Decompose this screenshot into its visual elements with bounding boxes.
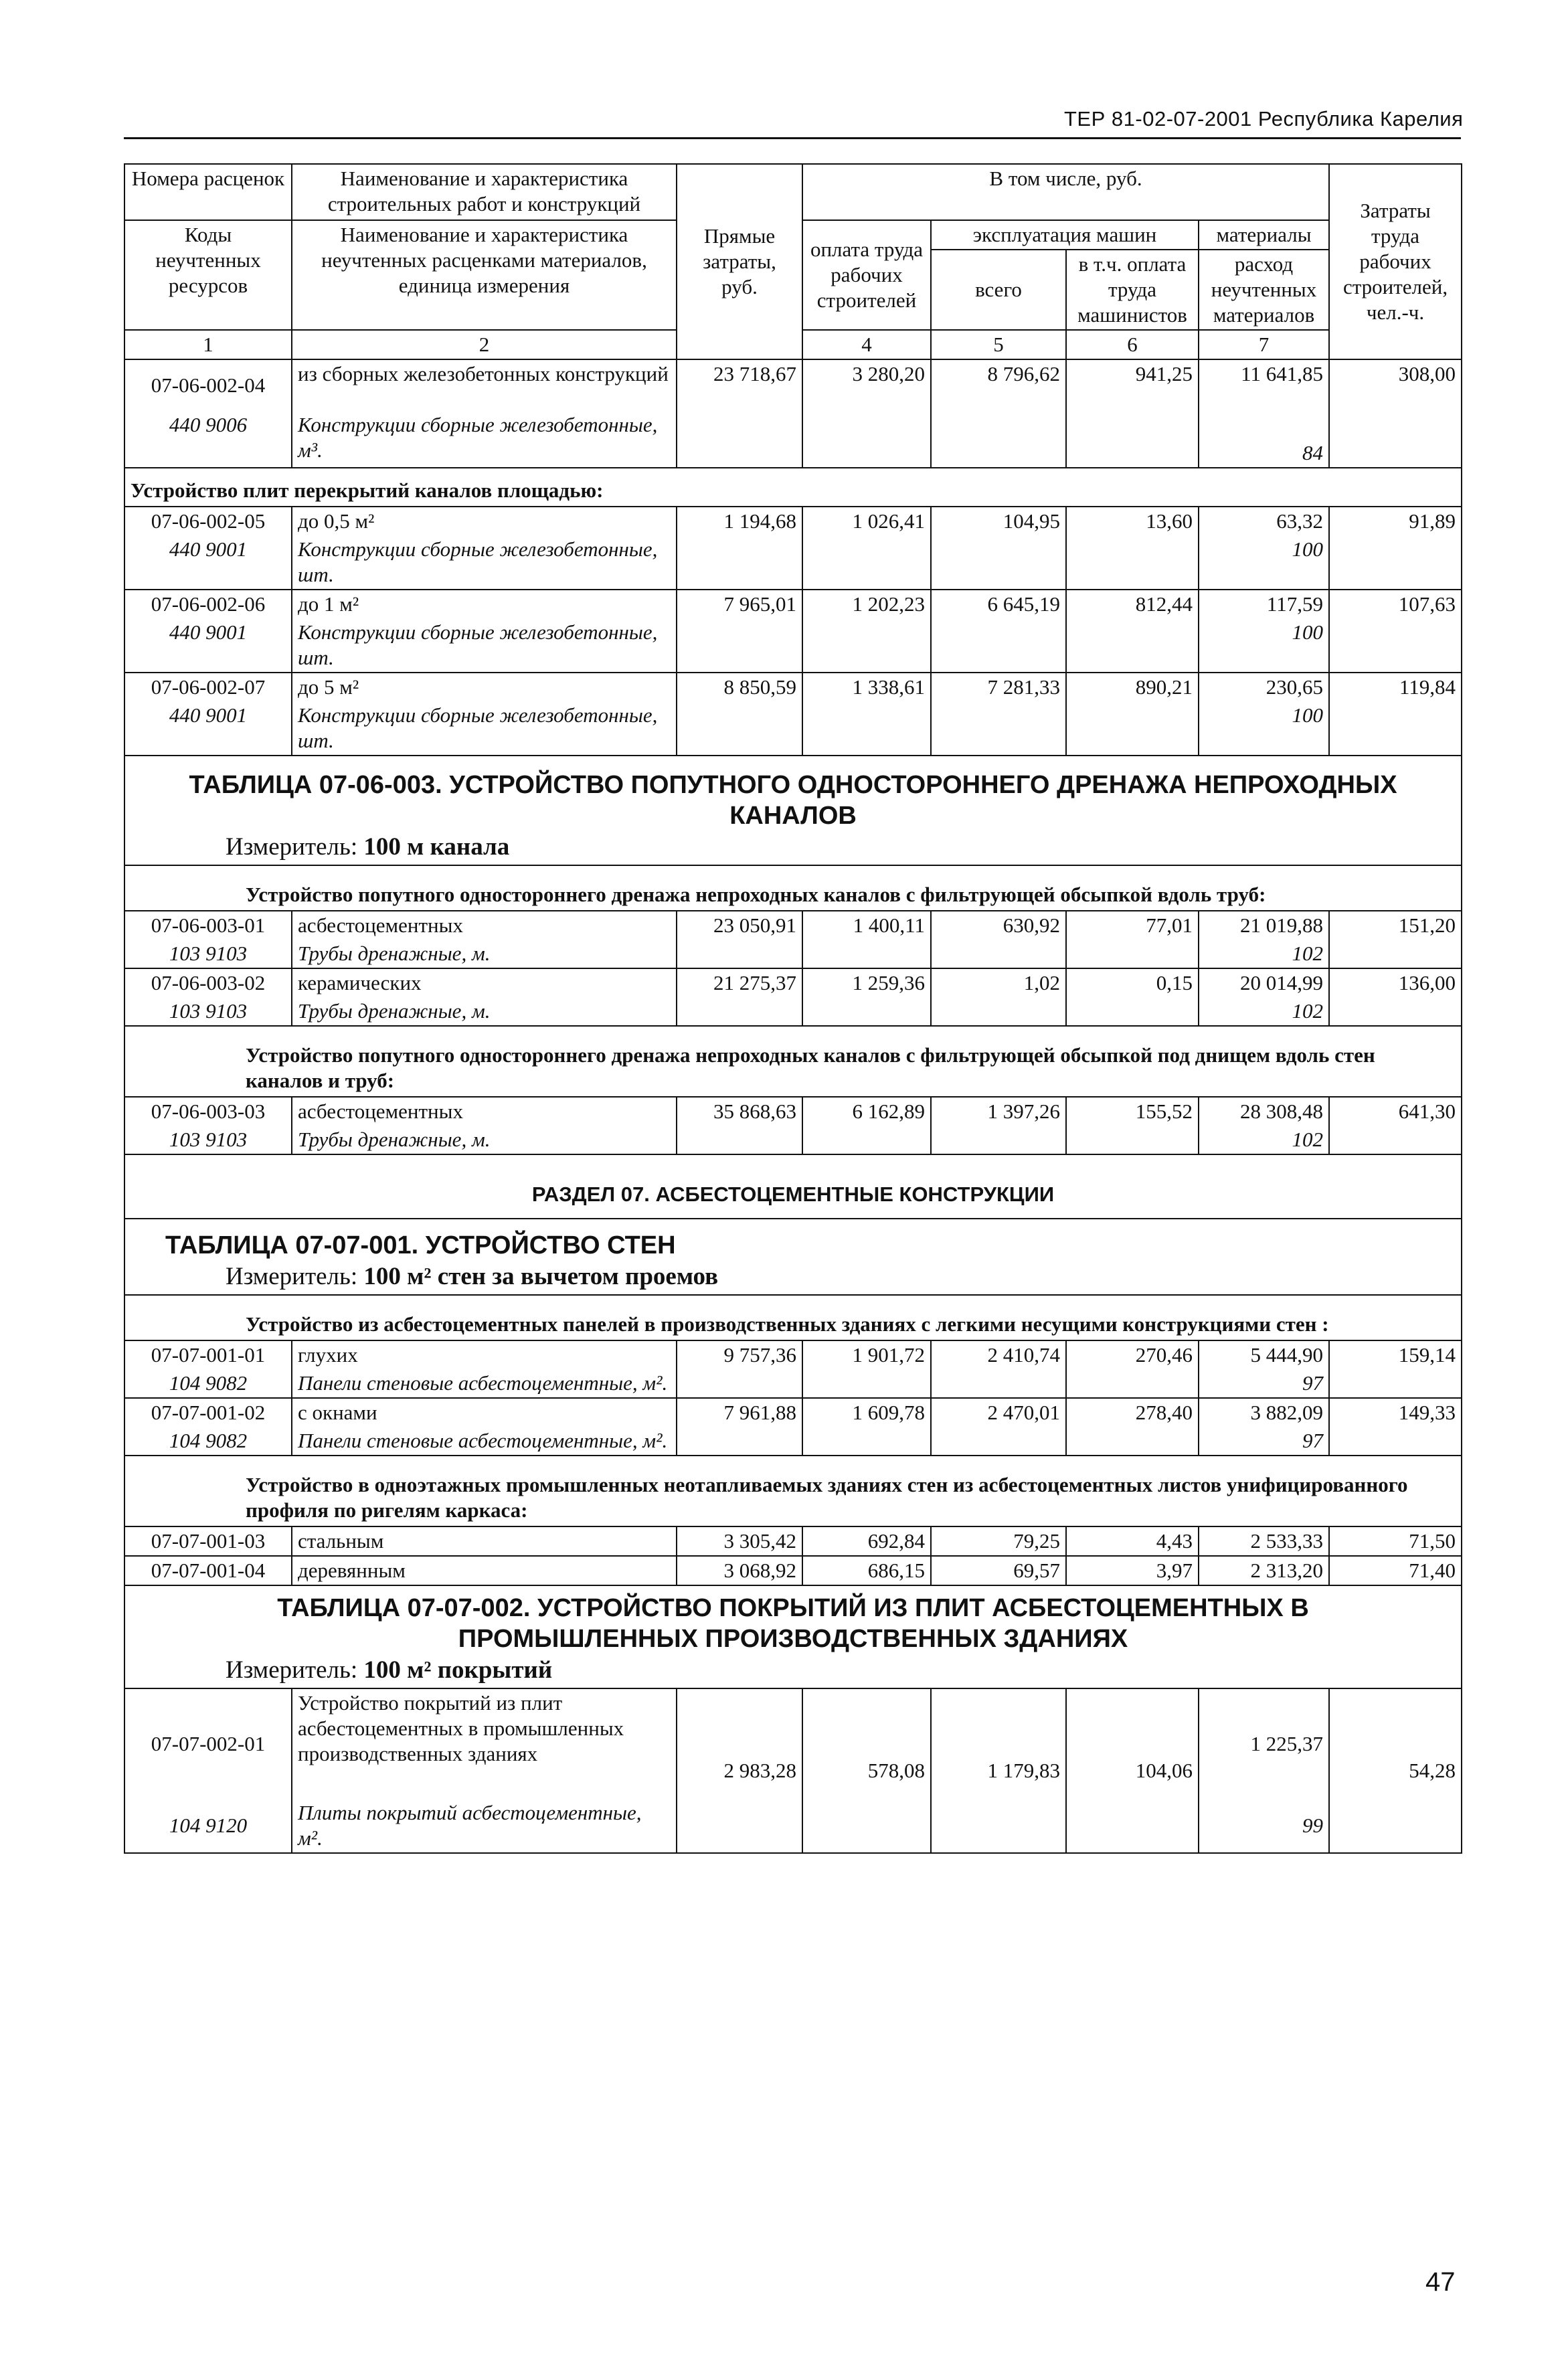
col1-header-bottom: Коды неучтенных ресурсов xyxy=(124,220,292,330)
table-title-row xyxy=(124,1219,1462,1295)
table-row xyxy=(124,507,1462,535)
col2-header-top: Наименование и характеристика строительных работ и конструкций xyxy=(292,164,677,220)
col8-header: Затраты труда рабочих строителей, чел.-ч. xyxy=(1329,164,1462,359)
rate-code: 07-07-002-01 xyxy=(124,1688,292,1799)
rate-code: 07-06-002-05 xyxy=(124,507,292,535)
col6-header: в т.ч. оплата труда машинистов xyxy=(1066,250,1199,330)
resource-qty: 97 xyxy=(1199,1369,1329,1398)
resource-qty: 84 xyxy=(1199,411,1329,468)
machinist-pay: 104,06 xyxy=(1066,1688,1199,1853)
labor-cost: 1 259,36 xyxy=(802,968,931,1026)
measure-value: 100 м канала xyxy=(363,833,510,861)
direct-cost: 7 961,88 xyxy=(677,1398,802,1456)
measure-line xyxy=(165,1656,1421,1685)
measure-label: Измеритель: xyxy=(226,1656,358,1684)
section-heading: Устройство в одноэтажных промышленных неотапливаемых зданиях стен из асбестоцементных листов унифицированного профиля по ригелям каркаса: xyxy=(124,1456,1462,1526)
machinist-pay: 0,15 xyxy=(1066,968,1199,1026)
rates-table-container xyxy=(124,163,1461,1854)
resource-code: 440 9001 xyxy=(124,701,292,756)
resource-qty: 100 xyxy=(1199,535,1329,590)
materials-cost: 117,59 xyxy=(1199,590,1329,618)
page-number: 47 xyxy=(1425,2267,1456,2297)
table-row xyxy=(124,1398,1462,1427)
col-number: 7 xyxy=(1199,330,1329,359)
direct-cost: 23 718,67 xyxy=(677,359,802,468)
materials-cost: 230,65 xyxy=(1199,673,1329,701)
col-number: 6 xyxy=(1066,330,1199,359)
rate-name: асбестоцементных xyxy=(292,911,677,940)
machines-total: 630,92 xyxy=(931,911,1066,968)
labor-hours: 149,33 xyxy=(1329,1398,1462,1456)
rate-name: Устройство покрытий из плит асбестоцементных в промышленных производственных зданиях xyxy=(292,1688,677,1799)
table-row xyxy=(124,359,1462,411)
machines-total: 7 281,33 xyxy=(931,673,1066,756)
resource-name: Конструкции сборные железобетонные, шт. xyxy=(292,535,677,590)
group-header: В том числе, руб. xyxy=(802,164,1329,220)
rate-name: деревянным xyxy=(292,1556,677,1585)
labor-cost: 1 026,41 xyxy=(802,507,931,590)
rate-code: 07-07-001-04 xyxy=(124,1556,292,1585)
section-heading: Устройство попутного одностороннего дренажа непроходных каналов с фильтрующей обсыпкой под днищем вдоль стен каналов и труб: xyxy=(124,1026,1462,1097)
table-row xyxy=(124,1526,1462,1556)
table-title-row xyxy=(124,1585,1462,1688)
machinist-pay: 278,40 xyxy=(1066,1398,1199,1456)
materials-cost: 63,32 xyxy=(1199,507,1329,535)
col2-header-bottom: Наименование и характеристика неучтенных расценками материалов, единица измерения xyxy=(292,220,677,330)
rate-name: до 5 м² xyxy=(292,673,677,701)
direct-cost: 1 194,68 xyxy=(677,507,802,590)
table-title: ТАБЛИЦА 07-07-002. УСТРОЙСТВО ПОКРЫТИЙ ИЗ ПЛИТ АСБЕСТОЦЕМЕНТНЫХ В ПРОМЫШЛЕННЫХ ПРОИЗВОДСТВЕННЫХ ЗДАНИЯХ xyxy=(277,1594,1309,1653)
labor-cost: 1 202,23 xyxy=(802,590,931,673)
materials-cost: 1 225,37 xyxy=(1199,1688,1329,1799)
labor-hours: 54,28 xyxy=(1329,1688,1462,1853)
rate-code: 07-06-002-07 xyxy=(124,673,292,701)
labor-hours: 308,00 xyxy=(1329,359,1462,468)
labor-hours: 641,30 xyxy=(1329,1097,1462,1154)
rate-name: до 0,5 м² xyxy=(292,507,677,535)
labor-hours: 71,50 xyxy=(1329,1526,1462,1556)
resource-code: 104 9082 xyxy=(124,1369,292,1398)
resource-name: Панели стеновые асбестоцементные, м². xyxy=(292,1369,677,1398)
labor-cost: 1 609,78 xyxy=(802,1398,931,1456)
materials-cost: 5 444,90 xyxy=(1199,1340,1329,1369)
rate-code: 07-07-001-03 xyxy=(124,1526,292,1556)
table-title: ТАБЛИЦА 07-06-003. УСТРОЙСТВО ПОПУТНОГО ОДНОСТОРОННЕГО ДРЕНАЖА НЕПРОХОДНЫХ КАНАЛОВ xyxy=(189,771,1397,830)
materials-cost: 3 882,09 xyxy=(1199,1398,1329,1427)
col-number: 4 xyxy=(802,330,931,359)
resource-name: Плиты покрытий асбестоцементные, м². xyxy=(292,1799,677,1853)
labor-cost: 3 280,20 xyxy=(802,359,931,468)
resource-qty: 100 xyxy=(1199,618,1329,673)
resource-code: 440 9001 xyxy=(124,535,292,590)
document-header: ТЕР 81-02-07-2001 Республика Карелия xyxy=(1064,107,1464,130)
resource-name: Конструкции сборные железобетонные, шт. xyxy=(292,618,677,673)
table-title: ТАБЛИЦА 07-07-001. УСТРОЙСТВО СТЕН xyxy=(165,1231,676,1259)
labor-cost: 1 901,72 xyxy=(802,1340,931,1398)
header-rule xyxy=(124,137,1461,139)
table-row xyxy=(124,673,1462,701)
materials-cost: 28 308,48 xyxy=(1199,1097,1329,1126)
labor-hours: 91,89 xyxy=(1329,507,1462,590)
resource-qty: 102 xyxy=(1199,1126,1329,1154)
measure-label: Измеритель: xyxy=(226,833,358,861)
labor-hours: 71,40 xyxy=(1329,1556,1462,1585)
labor-hours: 119,84 xyxy=(1329,673,1462,756)
rate-code: 07-06-002-04 xyxy=(124,359,292,411)
machinist-pay: 812,44 xyxy=(1066,590,1199,673)
table-row xyxy=(124,968,1462,997)
machinist-pay: 270,46 xyxy=(1066,1340,1199,1398)
rate-code: 07-06-003-02 xyxy=(124,968,292,997)
col7-header: расход неучтенных материалов xyxy=(1199,250,1329,330)
materials-cost: 2 313,20 xyxy=(1199,1556,1329,1585)
measure-line xyxy=(165,1262,1421,1292)
rate-name: с окнами xyxy=(292,1398,677,1427)
direct-cost: 9 757,36 xyxy=(677,1340,802,1398)
table-row xyxy=(124,590,1462,618)
col-number: 1 xyxy=(124,330,292,359)
resource-code: 103 9103 xyxy=(124,940,292,968)
rate-code: 07-06-003-01 xyxy=(124,911,292,940)
direct-cost: 2 983,28 xyxy=(677,1688,802,1853)
section-heading: Устройство из асбестоцементных панелей в производственных зданиях с легкими несущими конструкциями стен : xyxy=(124,1295,1462,1340)
machines-total: 1,02 xyxy=(931,968,1066,1026)
section-heading: Устройство плит перекрытий каналов площадью: xyxy=(124,468,1462,507)
header-row-1 xyxy=(124,164,1462,220)
rate-code: 07-07-001-02 xyxy=(124,1398,292,1427)
resource-qty: 97 xyxy=(1199,1427,1329,1456)
labor-hours: 159,14 xyxy=(1329,1340,1462,1398)
machinist-pay: 13,60 xyxy=(1066,507,1199,590)
machinist-pay: 77,01 xyxy=(1066,911,1199,968)
resource-qty: 102 xyxy=(1199,940,1329,968)
direct-cost: 23 050,91 xyxy=(677,911,802,968)
machines-header: эксплуатация машин xyxy=(931,220,1199,250)
rate-name: керамических xyxy=(292,968,677,997)
measure-label: Измеритель: xyxy=(226,1263,358,1290)
resource-code: 440 9001 xyxy=(124,618,292,673)
machines-total: 1 397,26 xyxy=(931,1097,1066,1154)
resource-qty: 99 xyxy=(1199,1799,1329,1853)
resource-name: Трубы дренажные, м. xyxy=(292,1126,677,1154)
section-title: РАЗДЕЛ 07. АСБЕСТОЦЕМЕНТНЫЕ КОНСТРУКЦИИ xyxy=(124,1154,1462,1219)
machinist-pay: 890,21 xyxy=(1066,673,1199,756)
resource-code: 103 9103 xyxy=(124,1126,292,1154)
resource-qty: 102 xyxy=(1199,997,1329,1026)
machines-total: 2 410,74 xyxy=(931,1340,1066,1398)
machinist-pay: 155,52 xyxy=(1066,1097,1199,1154)
direct-cost: 35 868,63 xyxy=(677,1097,802,1154)
resource-name: Конструкции сборные железобетонные, м³. xyxy=(292,411,677,468)
table-row xyxy=(124,1340,1462,1369)
resource-name: Трубы дренажные, м. xyxy=(292,997,677,1026)
machinist-pay: 941,25 xyxy=(1066,359,1199,468)
machines-total: 1 179,83 xyxy=(931,1688,1066,1853)
col5-header: всего xyxy=(931,250,1066,330)
labor-cost: 1 338,61 xyxy=(802,673,931,756)
table-row xyxy=(124,911,1462,940)
labor-cost: 1 400,11 xyxy=(802,911,931,968)
direct-cost: 7 965,01 xyxy=(677,590,802,673)
machinist-pay: 4,43 xyxy=(1066,1526,1199,1556)
rate-code: 07-06-003-03 xyxy=(124,1097,292,1126)
machines-total: 79,25 xyxy=(931,1526,1066,1556)
resource-code: 440 9006 xyxy=(124,411,292,468)
materials-cost: 11 641,85 xyxy=(1199,359,1329,411)
table-title-row xyxy=(124,756,1462,865)
col-number: 2 xyxy=(292,330,677,359)
materials-cost: 21 019,88 xyxy=(1199,911,1329,940)
machines-total: 69,57 xyxy=(931,1556,1066,1585)
machines-total: 104,95 xyxy=(931,507,1066,590)
resource-code: 104 9082 xyxy=(124,1427,292,1456)
machines-total: 6 645,19 xyxy=(931,590,1066,673)
measure-value: 100 м² покрытий xyxy=(363,1656,553,1684)
direct-cost: 8 850,59 xyxy=(677,673,802,756)
machinist-pay: 3,97 xyxy=(1066,1556,1199,1585)
labor-cost: 692,84 xyxy=(802,1526,931,1556)
rate-name: стальным xyxy=(292,1526,677,1556)
rate-name: глухих xyxy=(292,1340,677,1369)
resource-name: Конструкции сборные железобетонные, шт. xyxy=(292,701,677,756)
resource-name: Панели стеновые асбестоцементные, м². xyxy=(292,1427,677,1456)
materials-cost: 2 533,33 xyxy=(1199,1526,1329,1556)
rate-name: из сборных железобетонных конструкций xyxy=(292,359,677,411)
table-row xyxy=(124,1688,1462,1799)
labor-hours: 136,00 xyxy=(1329,968,1462,1026)
resource-qty: 100 xyxy=(1199,701,1329,756)
resource-code: 103 9103 xyxy=(124,997,292,1026)
resource-code: 104 9120 xyxy=(124,1799,292,1853)
measure-line xyxy=(165,833,1421,862)
labor-cost: 686,15 xyxy=(802,1556,931,1585)
resource-name: Трубы дренажные, м. xyxy=(292,940,677,968)
rates-table xyxy=(124,163,1462,1854)
labor-cost: 578,08 xyxy=(802,1688,931,1853)
direct-cost: 21 275,37 xyxy=(677,968,802,1026)
col4-header: оплата труда рабочих строителей xyxy=(802,220,931,330)
table-row xyxy=(124,1097,1462,1126)
materials-cost: 20 014,99 xyxy=(1199,968,1329,997)
section-heading: Устройство попутного одностороннего дренажа непроходных каналов с фильтрующей обсыпкой вдоль труб: xyxy=(124,865,1462,911)
rate-code: 07-07-001-01 xyxy=(124,1340,292,1369)
col1-header-top: Номера расценок xyxy=(124,164,292,220)
col3-header: Прямые затраты, руб. xyxy=(677,164,802,359)
measure-value: 100 м² стен за вычетом проемов xyxy=(363,1263,719,1290)
col-number: 5 xyxy=(931,330,1066,359)
labor-hours: 151,20 xyxy=(1329,911,1462,968)
machines-total: 8 796,62 xyxy=(931,359,1066,468)
rate-name: до 1 м² xyxy=(292,590,677,618)
table-row xyxy=(124,1556,1462,1585)
direct-cost: 3 068,92 xyxy=(677,1556,802,1585)
labor-hours: 107,63 xyxy=(1329,590,1462,673)
machines-total: 2 470,01 xyxy=(931,1398,1066,1456)
labor-cost: 6 162,89 xyxy=(802,1097,931,1154)
materials-header: материалы xyxy=(1199,220,1329,250)
rate-code: 07-06-002-06 xyxy=(124,590,292,618)
rate-name: асбестоцементных xyxy=(292,1097,677,1126)
direct-cost: 3 305,42 xyxy=(677,1526,802,1556)
